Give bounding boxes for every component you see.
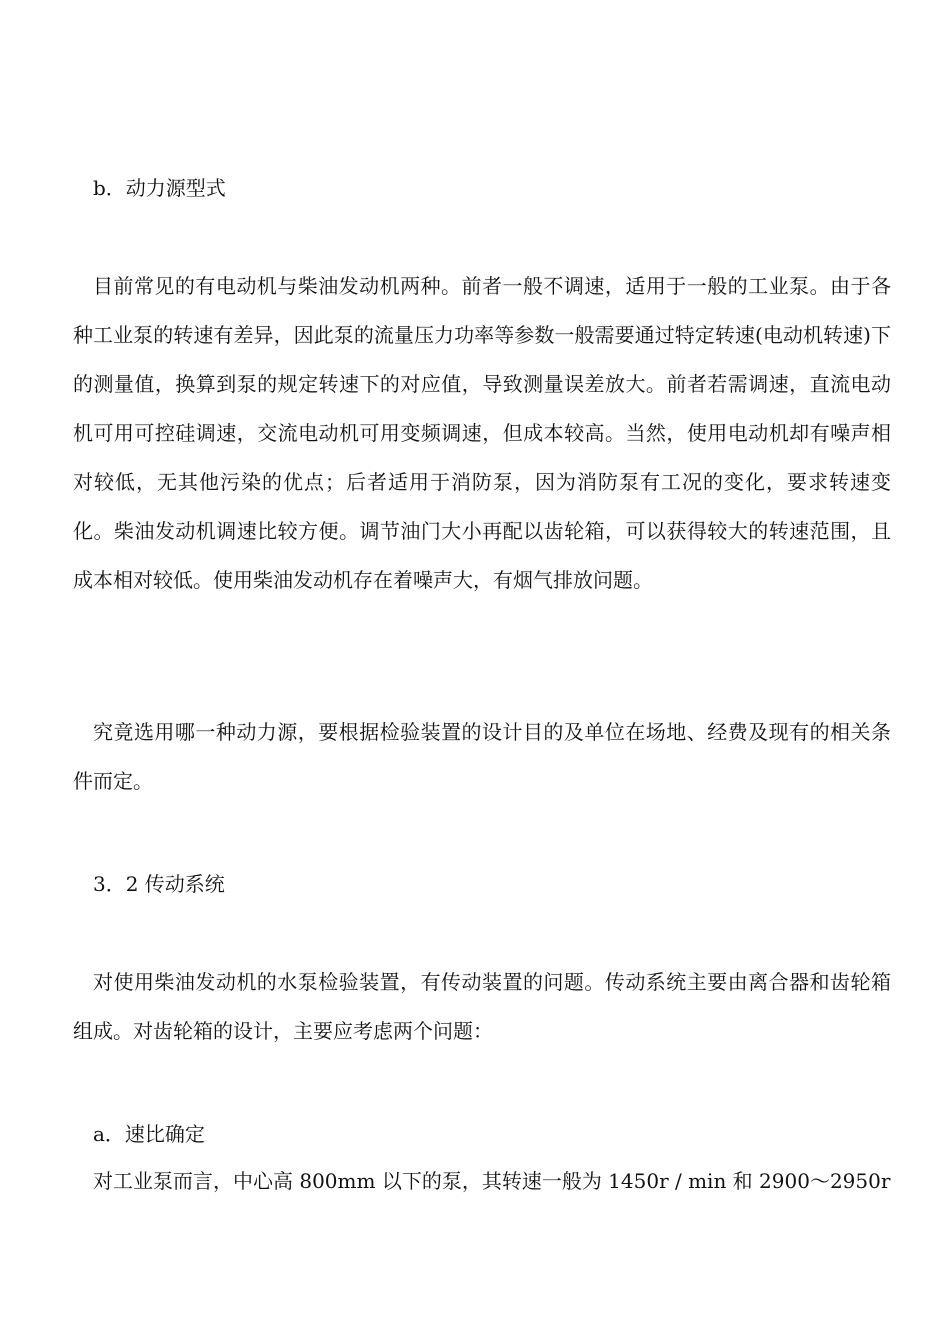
section-heading-transmission-system: 3．2 传动系统: [93, 872, 225, 896]
paragraph-power-sources: 目前常见的有电动机与柴油发动机两种。前者一般不调速，适用于一般的工业泵。由于各种工业泵的转速有差异，因此泵的流量压力功率等参数一般需要通过特定转速(电动机转速)下的测量值，换算到泵的规定转速下的对应值，导致测量误差放大。前者若需调速，直流电动机可用可控硅调速，交流电动机可用变频调速，但成本较高。当然，使用电动机却有噪声相对较低，无其他污染的优点；后者适用于消防泵，因为消防泵有工况的变化，要求转速变化。柴油发动机调速比较方便。调节油门大小再配以齿轮箱，可以获得较大的转速范围，且成本相对较低。使用柴油发动机存在着噪声大，有烟气排放问题。: [73, 274, 891, 592]
paragraph-transmission: 对使用柴油发动机的水泵检验装置，有传动装置的问题。传动系统主要由离合器和齿轮箱组成。对齿轮箱的设计，主要应考虑两个问题：: [73, 970, 891, 1043]
section-heading-power-source-type: b．动力源型式: [93, 176, 226, 200]
section-heading-speed-ratio: a．速比确定: [93, 1122, 205, 1146]
paragraph-speed-ratio: 对工业泵而言，中心高 800mm 以下的泵，其转速一般为 1450r / min 和 2900～2950r: [93, 1169, 891, 1193]
paragraph-power-source-choice: 究竟选用哪一种动力源，要根据检验装置的设计目的及单位在场地、经费及现有的相关条件而定。: [73, 720, 891, 793]
